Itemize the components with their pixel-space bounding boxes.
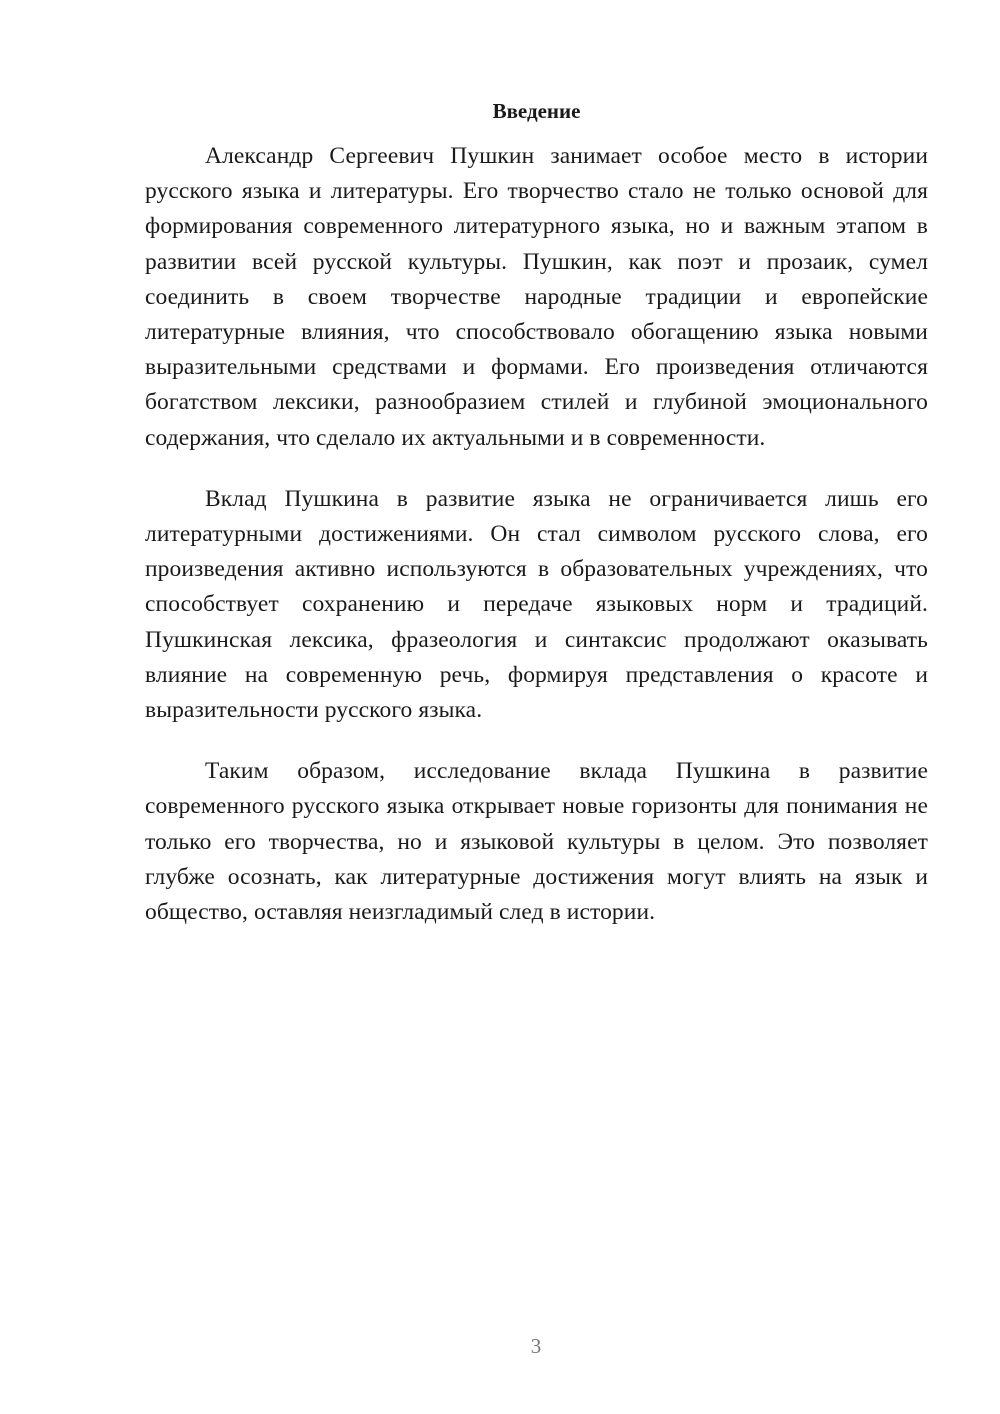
paragraph-3: Таким образом, исследование вклада Пушкина в развитие современного русского языка открывает новые горизонты для понимания не только его творчества, но и языковой культуры в целом. Это позволяет глубже осознать, как литературные достижения могут влиять на язык и общество, оставляя неизгладимый след в истории. [145, 758, 928, 926]
paragraph-1: Александр Сергеевич Пушкин занимает особое место в истории русского языка и литературы. Его творчество стало не только основой для формирования современного литературного языка, но и важным этапом в развитии всей русской культуры. Пушкин, как поэт и прозаик, сумел соединить в своем творчестве народные традиции и европейские литературные влияния, что способствовало обогащению языка новыми выразительными средствами и формами. Его произведения отличаются богатством лексики, разнообразием стилей и глубиной эмоционального содержания, что сделало их актуальными и в современности. [145, 143, 928, 451]
section-heading: Введение [492, 99, 581, 123]
paragraph-2: Вклад Пушкина в развитие языка не ограничивается лишь его литературными достижениями. Он стал символом русского слова, его произведения активно используются в образовательных учреждениях, что способствует сохранению и передаче языковых норм и традиций. Пушкинская лексика, фразеология и синтаксис продолжают оказывать влияние на современную речь, формируя представления о красоте и выразительности русского языка. [145, 485, 928, 724]
page-content [145, 95, 928, 956]
page-number: 3 [530, 1334, 542, 1358]
